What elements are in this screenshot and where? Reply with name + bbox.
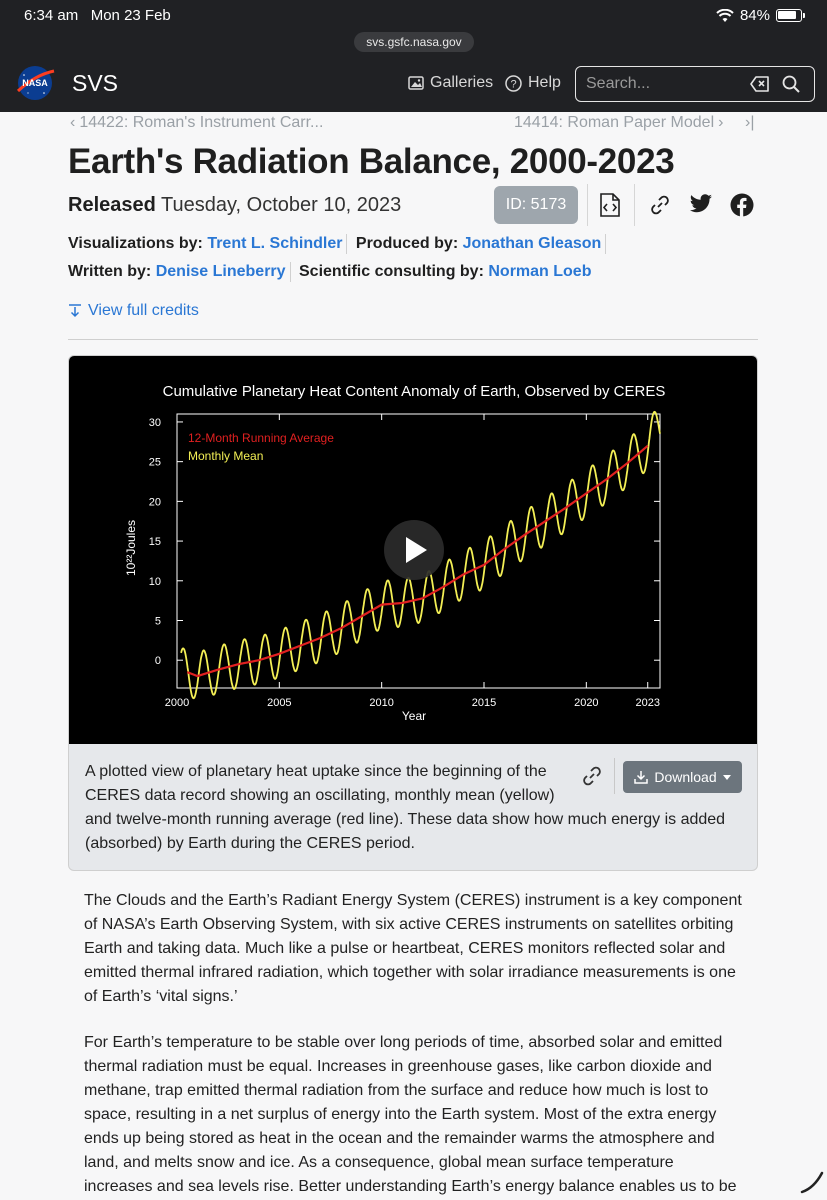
y-tick-label: 10 [148,575,161,588]
y-tick-label: 0 [154,655,161,668]
play-button[interactable] [384,520,444,580]
svg-text:?: ? [510,78,517,90]
next-page-link[interactable]: 14414: Roman Paper Model › [514,114,724,131]
prev-page-link[interactable]: ‹ 14422: Roman's Instrument Carr... [70,114,324,131]
caret-down-icon [723,775,731,780]
chevron-left-icon: ‹ [70,114,76,131]
heat-content-chart [69,356,758,744]
arrow-down-icon [68,304,82,318]
article-paragraph-1: The Clouds and the Earth’s Radiant Energy System (CERES) instrument is a key component of NASA’s Earth Observing System, with six active CERES instruments on satellites orbiting Earth and taking data. Much like a pulse or heartbeat, CERES monitors reflected solar and emitted thermal infrared radiation, which together with solar irradiance measurements is one of Earth’s ‘vital signs.’ [84,892,742,1005]
download-icon [634,770,648,784]
battery-percent: 84% [739,7,770,24]
scroll-indicator-icon [800,1170,824,1194]
media-card [68,355,758,871]
id-badge: ID: 5173 [494,186,578,224]
legend-running: 12-Month Running Average [188,431,334,445]
clear-search-icon[interactable] [750,75,770,93]
address-bar[interactable]: svs.gsfc.nasa.gov [354,32,474,52]
battery-icon [776,9,802,22]
media-link-icon[interactable] [582,766,602,786]
credits-row-2: Written by: Denise Lineberry Scientific consulting by: Norman Loeb [68,263,592,281]
credits-row-1: Visualizations by: Trent L. Schindler Produced by: Jonathan Gleason [68,234,610,254]
credit-link-gleason[interactable]: Jonathan Gleason [462,235,602,253]
site-navbar [0,54,827,112]
wifi-icon [716,9,734,23]
video-player[interactable] [69,356,758,744]
credit-link-loeb[interactable]: Norman Loeb [488,263,592,281]
y-tick-label: 20 [148,496,161,509]
image-icon [408,76,424,90]
nav-galleries[interactable]: Galleries [408,74,493,92]
y-axis-label: 10²²Joules [124,519,138,577]
chevron-right-icon: › [718,114,724,131]
svg-text:NASA: NASA [22,78,48,88]
y-tick-label: 5 [154,615,161,628]
x-tick-label: 2020 [574,697,599,709]
x-tick-label: 2023 [635,697,660,709]
link-icon[interactable] [650,195,670,215]
search-box [575,66,815,102]
page-title: Earth's Radiation Balance, 2000-2023 [68,142,675,181]
y-tick-label: 30 [148,416,161,429]
release-date: Released Tuesday, October 10, 2023 [68,194,402,216]
twitter-icon[interactable] [689,194,713,214]
x-axis-label: Year [401,709,427,723]
nav-help[interactable]: ? Help [505,74,561,92]
x-tick-label: 2010 [369,697,394,709]
status-time: 6:34 am Mon 23 Feb [24,7,171,24]
last-page-link[interactable] [745,114,754,132]
facebook-icon[interactable] [730,193,754,217]
x-tick-label: 2000 [164,697,190,709]
help-icon [505,75,522,92]
search-input[interactable] [586,73,736,95]
embed-code-icon[interactable] [599,192,621,218]
article-paragraph-2: For Earth’s temperature to be stable over long periods of time, absorbed solar and emitted thermal radiation must be equal. Increases in greenhouse gases, like carbon dioxide and methane, trap emitted thermal radiation from the surface and reduce how much is lost to space, resulting in a net surplus of energy into the Earth system. Most of the extra energy ends up being stored as heat in the ocean and the remainder warms the atmosphere and land, and melts snow and ice. As a consequence, global mean surface temperature increases and sea levels rise. Better understanding Earth’s energy balance enables us to be [84,1034,737,1195]
credit-link-schindler[interactable]: Trent L. Schindler [207,235,343,253]
y-tick-label: 15 [148,536,161,549]
skip-end-icon: ›| [745,114,755,131]
y-tick-label: 25 [148,456,161,469]
x-tick-label: 2005 [267,697,292,709]
status-bar [0,0,827,32]
x-tick-label: 2015 [471,697,497,709]
download-button[interactable]: Download [623,761,742,793]
legend-monthly: Monthly Mean [188,449,264,463]
search-icon[interactable] [782,75,800,93]
nasa-logo[interactable] [14,65,56,101]
site-brand[interactable]: SVS [72,70,119,96]
media-caption: A plotted view of planetary heat uptake since the beginning of the CERES data record showing an oscillating, monthly mean (yellow) [85,763,555,804]
credit-link-lineberry[interactable]: Denise Lineberry [155,263,286,281]
view-full-credits-link[interactable]: View full credits [68,302,199,320]
media-caption-rest: and twelve-month running average (red line). These data show how much energy is added (absorbed) by Earth during the CERES period. [85,811,726,852]
chart-title: Cumulative Planetary Heat Content Anomaly of Earth, Observed by CERES [162,383,666,400]
